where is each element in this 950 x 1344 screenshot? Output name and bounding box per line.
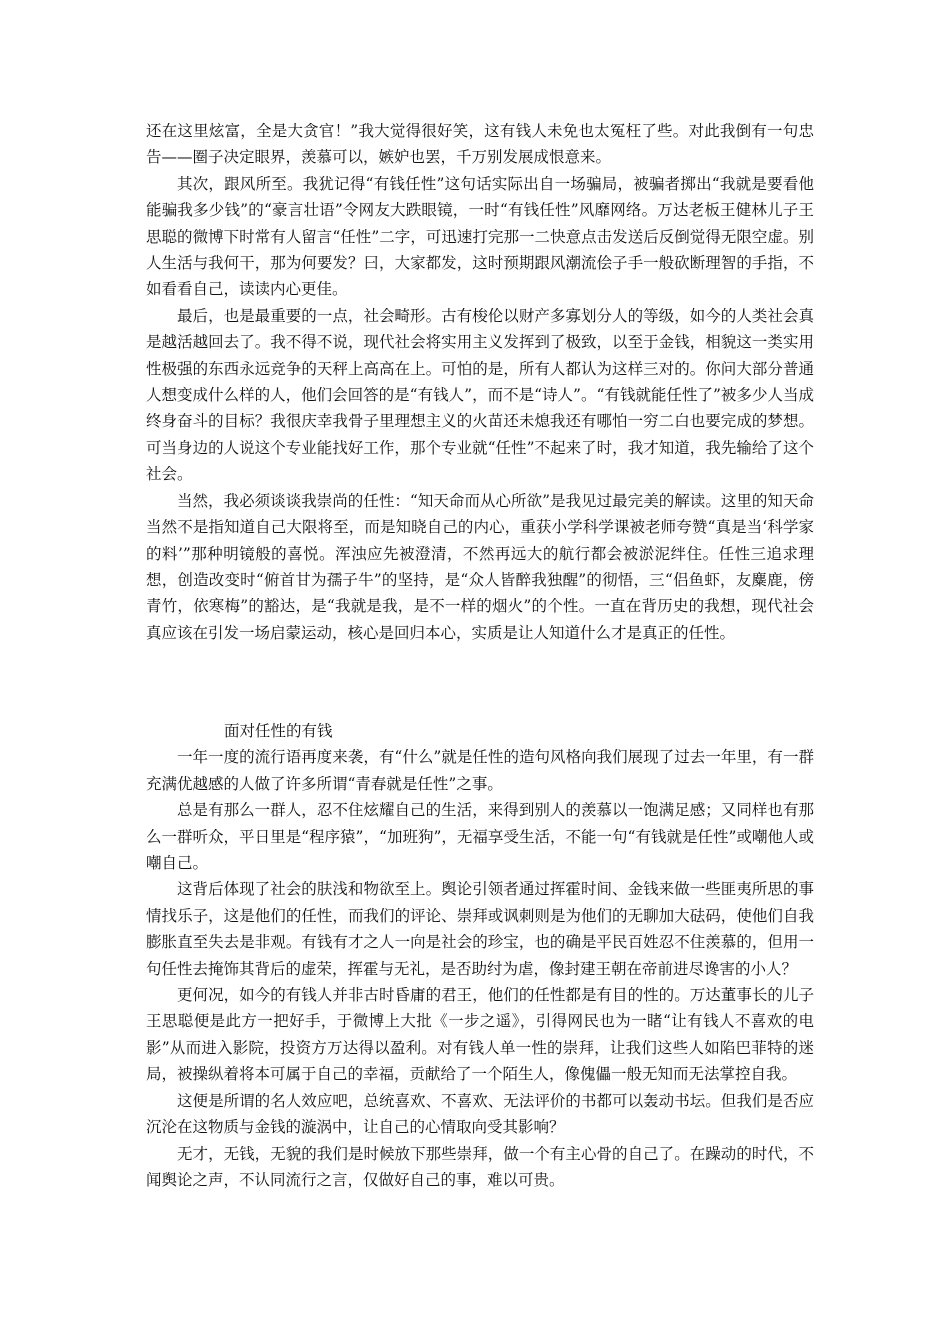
essay-1-paragraph-4: 当然，我必须谈谈我崇尚的任性：“知天命而从心所欲”是我见过最完美的解读。这里的知天命当然不是指知道自己大限将至，而是知晓自己的内心，重获小学科学课被老师夸赞“真是当‘科学家的料’”那种明镜般的喜悦。浑浊应先被澄清，不然再远大的航行都会被淤泥绊住。任性三追求理想，创造改变时“俯首甘为孺子牛”的坚持，是“众人皆醉我独醒”的彻悟，三“侣鱼虾，友麋鹿，傍青竹，依寒梅”的豁达，是“我就是我，是不一样的烟火”的个性。一直在背历史的我想，现代社会真应该在引发一场启蒙运动，核心是回归本心，实质是让人知道什么才是真正的任性。: [146, 491, 814, 642]
essay-2-paragraph-2: 总是有那么一群人，忍不住炫耀自己的生活，来得到别人的羡慕以一饱满足感；又同样也有那么一群听众，平日里是“程序猿”，“加班狗”，无福享受生活，不能一句“有钱就是任性”或嘲他人或嘲自己。: [146, 801, 814, 873]
essay-2-title: 面对任性的有钱: [224, 722, 333, 740]
essay-2-paragraph-5: 这便是所谓的名人效应吧，总统喜欢、不喜欢、无法评价的书都可以轰动书坛。但我们是否应沉沦在这物质与金钱的漩涡中，让自己的心情取向受其影响？: [146, 1091, 814, 1137]
essay-1-paragraph-3: 最后，也是最重要的一点，社会畸形。古有梭伦以财产多寡划分人的等级，如今的人类社会真是越活越回去了。我不得不说，现代社会将实用主义发挥到了极致，以至于金钱，相貌这一类实用性极强的东西永远竞争的天秤上高高在上。可怕的是，所有人都认为这样三对的。你问大部分普通人想变成什么样的人，他们会回答的是“有钱人”，而不是“诗人”。“有钱就能任性了”被多少人当成终身奋斗的目标？我很庆幸我骨子里理想主义的火苗还未熄我还有哪怕一穷二白也要完成的梦想。可当身边的人说这个专业能找好工作，那个专业就“任性”不起来了时，我才知道，我先输给了这个社会。: [146, 306, 814, 484]
essay-2-paragraph-4: 更何况，如今的有钱人并非古时昏庸的君王，他们的任性都是有目的性的。万达董事长的儿子王思聪便是此方一把好手，于微博上大批《一步之遥》，引得网民也为一睹“让有钱人不喜欢的电影”从而进入影院，投资方万达得以盈利。对有钱人单一性的崇拜，让我们这些人如陷巴菲特的迷局，被操纵着将本可属于自己的幸福，贡献给了一个陌生人，像傀儡一般无知而无法掌控自我。: [146, 986, 814, 1084]
essay-2-paragraph-3: 这背后体现了社会的肤浅和物欲至上。舆论引领者通过挥霍时间、金钱来做一些匪夷所思的事情找乐子，这是他们的任性，而我们的评论、崇拜或讽刺则是为他们的无聊加大砝码，使他们自我膨胀直至失去是非观。有钱有才之人一向是社会的珍宝，也的确是平民百姓忍不住羡慕的，但用一句任性去掩饰其背后的虚荣，挥霍与无礼，是否助纣为虐，像封建王朝在帝前进尽谗害的小人？: [146, 880, 814, 978]
essay-2-body: [146, 718, 814, 1193]
essay-2-paragraph-1: 一年一度的流行语再度来袭，有“什么”就是任性的造句风格向我们展现了过去一年里，有一群充满优越感的人做了许多所谓“青春就是任性”之事。: [146, 748, 814, 793]
essay-1-paragraph-2: 其次，跟风所至。我犹记得“有钱任性”这句话实际出自一场骗局，被骗者掷出“我就是要看他能骗我多少钱”的“豪言壮语”令网友大跌眼镜，一时“有钱任性”风靡网络。万达老板王健林儿子王思聪的微博下时常有人留言“任性”二字，可迅速打完那一二快意点击发送后反倒觉得无限空虚。别人生活与我何干，那为何要发？曰，大家都发，这时预期跟风潮流侩子手一般砍断理智的手指，不如看看自己，读读内心更佳。: [146, 174, 814, 299]
essay-1-body: [146, 118, 814, 646]
essay-1-paragraph-1: 还在这里炫富，全是大贪官！”我大觉得很好笑，这有钱人未免也太冤枉了些。对此我倒有一句忠告——圈子决定眼界，羡慕可以，嫉妒也罢，千万别发展成恨意来。: [146, 122, 814, 167]
essay-2-paragraph-6: 无才，无钱，无貌的我们是时候放下那些崇拜，做一个有主心骨的自己了。在躁动的时代，不闻舆论之声，不认同流行之言，仅做好自己的事，难以可贵。: [146, 1144, 814, 1189]
